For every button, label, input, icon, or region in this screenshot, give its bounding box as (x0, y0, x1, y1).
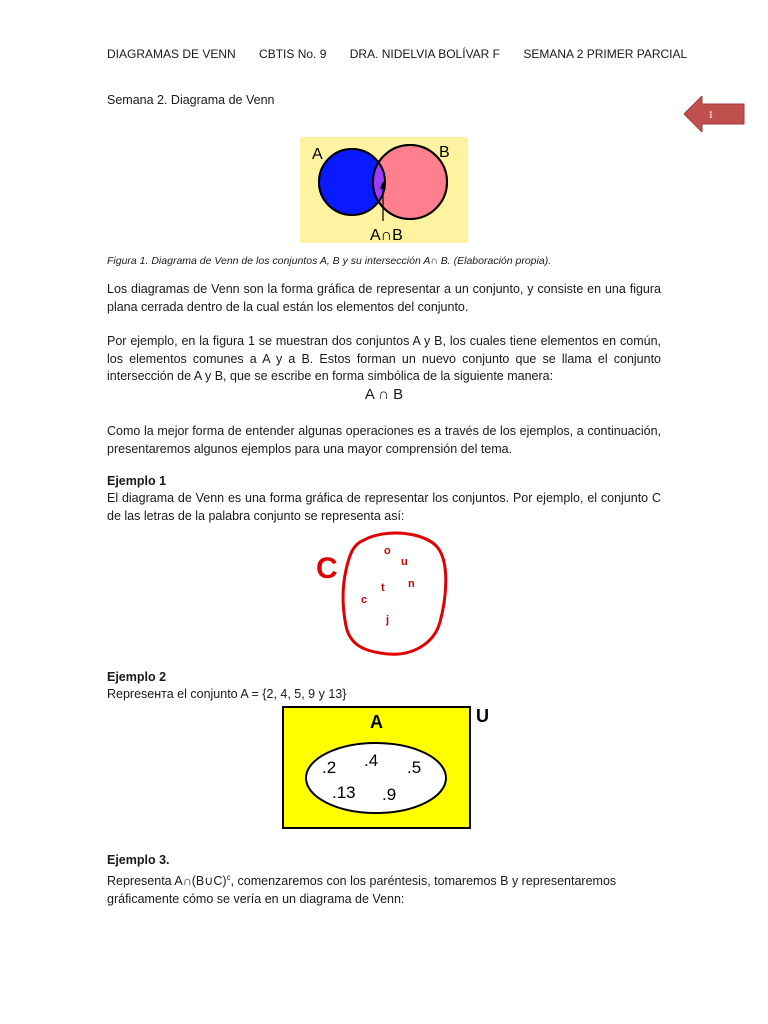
element-o: o (384, 545, 391, 557)
page-number-arrow-icon (684, 96, 746, 132)
example-3-title: Ejemplo 3. (107, 853, 170, 867)
element-5: .5 (407, 758, 422, 777)
element-4: .4 (364, 751, 379, 770)
element-u: u (401, 556, 408, 568)
element-9: .9 (382, 785, 397, 804)
example-1-text: El diagrama de Venn es una forma gráfica de representar los conjuntos. Por ejemplo, el conjunto C de las letras de la palabra conjunto se representa así: (107, 491, 661, 523)
figure1-caption: Figura 1. Diagrama de Venn de los conjuntos A, B y su intersección A∩ B. (Elaboración propia). (107, 255, 552, 267)
example-1-title: Ejemplo 1 (107, 474, 167, 488)
element-t: t (381, 582, 385, 594)
set-c-label: C (316, 552, 338, 585)
page-number: 1 (708, 109, 714, 121)
set-a-label: A (370, 712, 383, 732)
example-3-text-after: , comenzaremos con los paréntesis, tomaremos B y representaremos gráficamente cómo se vería en un diagrama de Venn: (107, 874, 617, 906)
element-c: c (361, 594, 368, 606)
element-j: j (386, 614, 390, 626)
set-c-diagram (316, 530, 456, 660)
element-13: .13 (332, 783, 356, 802)
venn-diagram-figure1 (300, 137, 468, 243)
paragraph-2: Por ejemplo, en la figura 1 se muestran dos conjuntos A y B, los cuales tiene elementos en común, los elementos comunes a A y a B. Estos forman un nuevo conjunto que se llama el conjunto intersección de A y B, que se escribe en forma simbólica de la siguiente manera: (107, 334, 661, 383)
header-week: SEMANA 2 PRIMER PARCIAL (523, 47, 688, 61)
example-2-title: Ejemplo 2 (107, 670, 167, 684)
set-c-outline (343, 533, 446, 654)
page-header (107, 47, 688, 61)
header-school: CBTIS No. 9 (259, 47, 327, 61)
formula-intersection: A ∩ B (364, 386, 404, 403)
complement-superscript: c (226, 873, 231, 882)
element-n: n (408, 578, 415, 590)
label-a: A (312, 146, 323, 163)
universe-label: U (476, 706, 489, 726)
label-intersection: A∩B (370, 227, 403, 243)
example-3-text-before: Representa A∩(B∪C) (107, 874, 227, 889)
example-2-text: Represента el conjunto A = {2, 4, 5, 9 y 13} (107, 687, 347, 701)
header-title: DIAGRAMAS DE VENN (107, 47, 236, 61)
element-2: .2 (322, 758, 337, 777)
example-3-text (107, 869, 661, 908)
paragraph-3: Como la mejor forma de entender algunas operaciones es a través de los ejemplos, a continuación, presentaremos algunos ejemplos para una mayor comprensión del tema. (107, 424, 661, 456)
paragraph-1: Los diagramas de Venn son la forma gráfica de representar a un conjunto, y consiste en una figura plana cerrada dentro de la cual están los elementos del conjunto. (107, 282, 661, 314)
header-author: DRA. NIDELVIA BOLÍVAR F (349, 47, 501, 61)
label-b: B (439, 144, 450, 161)
set-a-universe-diagram (282, 705, 492, 831)
intro-text: Semana 2. Diagrama de Venn (107, 93, 275, 107)
